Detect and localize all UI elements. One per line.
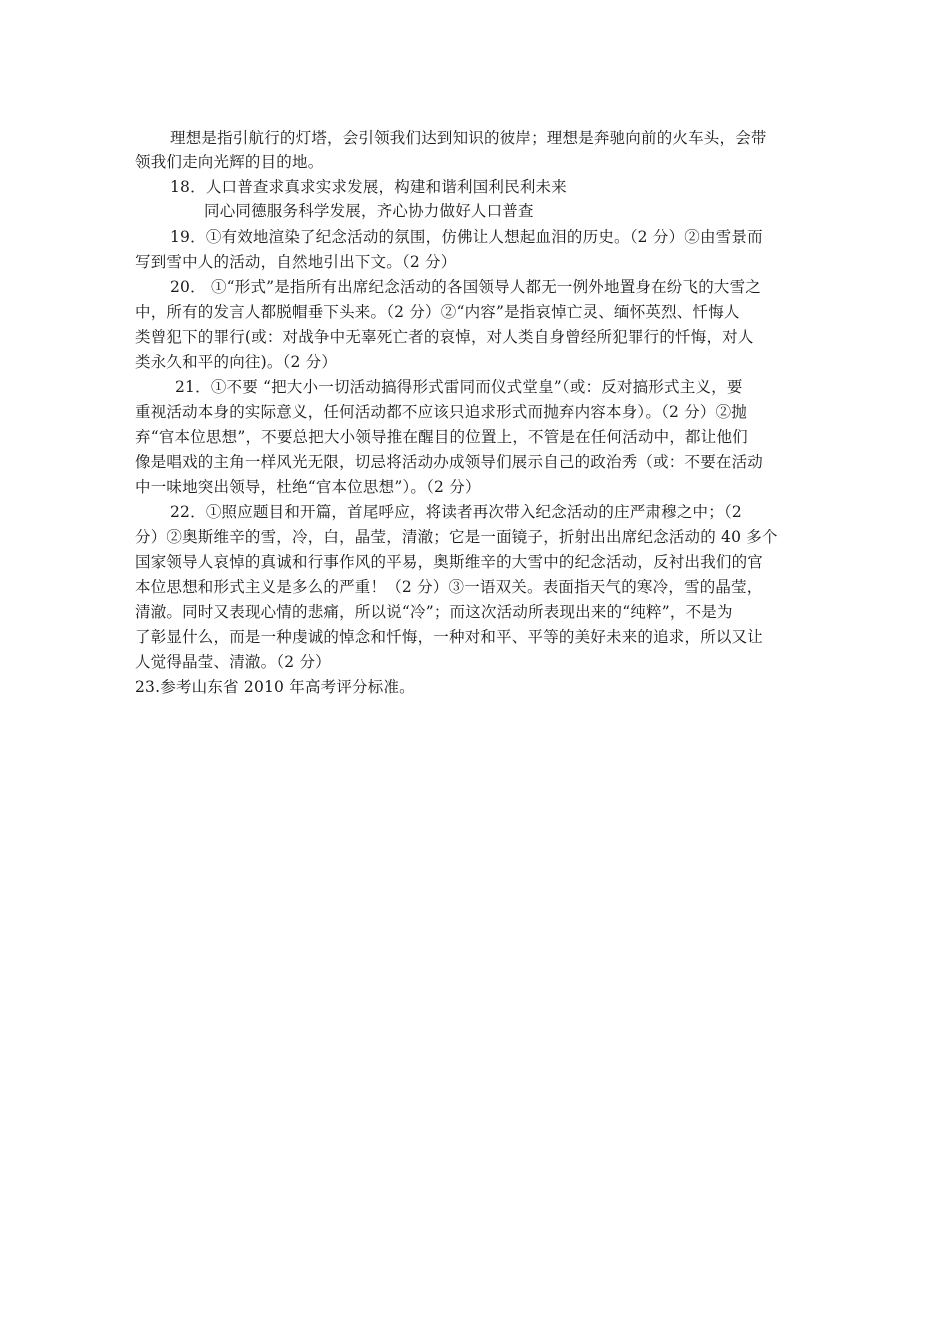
text-line: 21．①不要 “把大小一切活动搞得形式雷同而仪式堂皇”（或：反对搞形式主义，要 — [175, 378, 743, 396]
text-line: 理想是指引航行的灯塔，会引领我们达到知识的彼岸；理想是奔驰向前的火车头，会带 — [170, 129, 767, 147]
text-line: 了彰显什么，而是一种虔诚的悼念和忏悔，一种对和平、平等的美好未来的追求，所以又让 — [135, 628, 764, 646]
text-line: 中一味地突出领导，杜绝“官本位思想”）。（2 分） — [135, 478, 481, 496]
text-line: 18．人口普查求真求实求发展，构建和谐利国利民利未来 — [170, 178, 567, 196]
text-line: 类曾犯下的罪行(或：对战争中无辜死亡者的哀悼，对人类自身曾经所犯罪行的忏悔，对人 — [135, 328, 754, 346]
text-line: 写到雪中人的活动，自然地引出下文。（2 分） — [135, 253, 457, 271]
text-line: 人觉得晶莹、清澈。（2 分） — [135, 653, 331, 671]
text-line: 20． ①“形式”是指所有出席纪念活动的各国领导人都无一例外地置身在纷飞的大雪之 — [170, 278, 762, 296]
text-line: 同心同德服务科学发展，齐心协力做好人口普查 — [204, 202, 534, 220]
text-line: 本位思想和形式主义是多么的严重！（2 分）③一语双关。表面指天气的寒冷，雪的晶莹， — [135, 578, 763, 596]
text-line: 国家领导人哀悼的真诚和行事作风的平易，奥斯维辛的大雪中的纪念活动，反衬出我们的官 — [135, 553, 764, 571]
text-line: 22．①照应题目和开篇，首尾呼应，将读者再次带入纪念活动的庄严肃穆之中；（2 — [170, 503, 742, 521]
text-line: 分）②奥斯维辛的雪，冷，白，晶莹，清澈；它是一面镜子，折射出出席纪念活动的 40 多个 — [135, 528, 778, 546]
text-line: 19．①有效地渲染了纪念活动的氛围，仿佛让人想起血泪的历史。（2 分）②由雪景而 — [170, 228, 763, 246]
text-line: 清澈。同时又表现心情的悲痛，所以说“冷”；而这次活动所表现出来的“纯粹”，不是为 — [135, 603, 733, 621]
text-line: 重视活动本身的实际意义，任何活动都不应该只追求形式而抛弃内容本身）。（2 分）②抛 — [135, 403, 747, 421]
text-line: 中，所有的发言人都脱帽垂下头来。（2 分）②“内容”是指哀悼亡灵、缅怀英烈、忏悔人 — [135, 303, 740, 321]
text-line: 弃“官本位思想”，不要总把大小领导推在醒目的位置上，不管是在任何活动中，都让他们 — [135, 428, 748, 446]
text-line: 23.参考山东省 2010 年高考评分标准。 — [135, 678, 415, 696]
text-line: 像是唱戏的主角一样风光无限，切忌将活动办成领导们展示自己的政治秀（或：不要在活动 — [135, 453, 764, 471]
text-line: 类永久和平的向往)。（2 分） — [135, 353, 338, 371]
text-line: 领我们走向光辉的目的地。 — [135, 153, 324, 171]
